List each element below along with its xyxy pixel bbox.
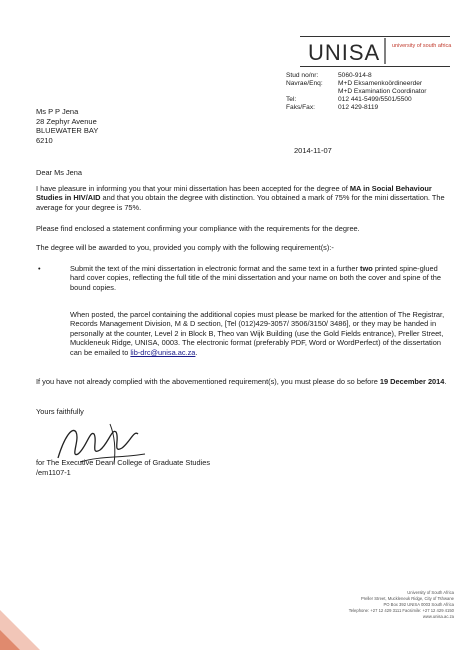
ref-value: M+D Eksamenkoördineerder <box>338 80 423 87</box>
ref-value: 5060-914-8 <box>338 72 372 79</box>
ref-label: Tel: <box>286 96 297 103</box>
requirement-details <box>70 310 454 357</box>
footer-line: PO Box 392 UNISA 0003 South Africa <box>383 602 454 607</box>
paragraph-statement: Please find enclosed a statement confirming your compliance with the requirements for the degree. <box>36 224 360 233</box>
logo-rule-top <box>300 36 450 37</box>
footer-line: Preller Street, Muckleneuk Ridge, City of Tshwane <box>360 596 454 601</box>
ref-row <box>286 104 427 112</box>
unisa-logo-icon <box>380 38 390 64</box>
ref-row <box>286 80 427 88</box>
paragraph-requirements-intro: The degree will be awarded to you, provided you comply with the following requirement(s):- <box>36 243 334 252</box>
footer-line: Telephone: +27 12 429 3111 Facsimile: +27 12 429 4150 <box>348 608 454 613</box>
address-line: BLUEWATER BAY <box>36 126 99 136</box>
reference-block <box>286 72 427 112</box>
footer-line: University of South Africa <box>407 590 454 595</box>
ref-value: 012 441-5499/5501/5500 <box>338 96 412 103</box>
footer-website: www.unisa.ac.za <box>422 614 454 619</box>
footer-decoration <box>0 590 120 650</box>
ref-row <box>286 72 427 80</box>
logo-subtitle: university of south africa <box>392 43 452 49</box>
logo-rule-bottom <box>300 66 450 67</box>
signature-line: for The Executive Dean: College of Graduate Studies <box>36 458 211 467</box>
reference-code: /em1107-1 <box>36 468 71 477</box>
requirement-item <box>70 264 454 292</box>
text-run: and that you obtain the degree with distinction. You obtained a mark of 75% for the mini dissertation. The average for your degree is 75%. <box>36 193 445 212</box>
ref-value: 012 429-8119 <box>338 104 379 111</box>
degree-name: MA in Social Behaviour Studies in HIV/AID <box>36 184 432 203</box>
address-line: 28 Zephyr Avenue <box>36 116 97 126</box>
bullet-icon: • <box>38 264 41 273</box>
text-run: . <box>444 377 447 386</box>
salutation: Dear Ms Jena <box>36 168 83 177</box>
deadline-date: 19 December 2014 <box>379 377 445 386</box>
paragraph-deadline <box>36 377 454 386</box>
ref-label: Faks/Fax: <box>286 104 315 111</box>
logo-wordmark: UNISA <box>308 40 381 65</box>
recipient-address <box>36 107 98 145</box>
ref-label: Stud no/nr: <box>286 72 319 79</box>
email-link[interactable]: lib-drc@unisa.ac.za <box>130 347 196 357</box>
ref-row <box>286 88 427 96</box>
text-run: . <box>195 347 198 357</box>
ref-value: M+D Examination Coordinator <box>338 88 427 95</box>
text-run: When posted, the parcel containing the additional copies must please be marked for the attention of The Registrar, Records Management Division, M & D section, [Tel (012)429-3057/ 3506/3150/ 3486], or they may be handed in personally at the counter, Level 2 in Block B, Theo van Wijk Building (use the Gold Fields entrance), Preller Street, Muckleneuk Ridge, UNISA, 0003. The electronic format (preferably PDF, Word or WordPerfect) of the dissertation can be emailed to <box>70 310 445 357</box>
closing: Yours faithfully <box>36 407 84 416</box>
text-run: Submit the text of the mini dissertation in electronic format and the same text in a further <box>70 264 361 273</box>
emphasis: two <box>360 264 373 273</box>
footer-contact <box>300 590 454 620</box>
ref-label <box>286 88 338 96</box>
text-run: printed spine-glued hard cover copies, reflecting the full title of the mini dissertation and your name on both the cover and spine of the bound copies. <box>70 264 441 292</box>
text-run: If you have not already complied with the abovementioned requirement(s), you must please do so before <box>36 377 380 386</box>
paragraph-acceptance <box>36 184 454 212</box>
ref-row <box>286 96 427 104</box>
address-line: 6210 <box>36 135 53 145</box>
text-run: I have pleasure in informing you that your mini dissertation has been accepted for the degree of <box>36 184 350 193</box>
letter-date: 2014-11-07 <box>294 146 332 155</box>
ref-label: Navrae/Enq: <box>286 80 323 87</box>
address-line: Ms P P Jena <box>36 107 79 116</box>
